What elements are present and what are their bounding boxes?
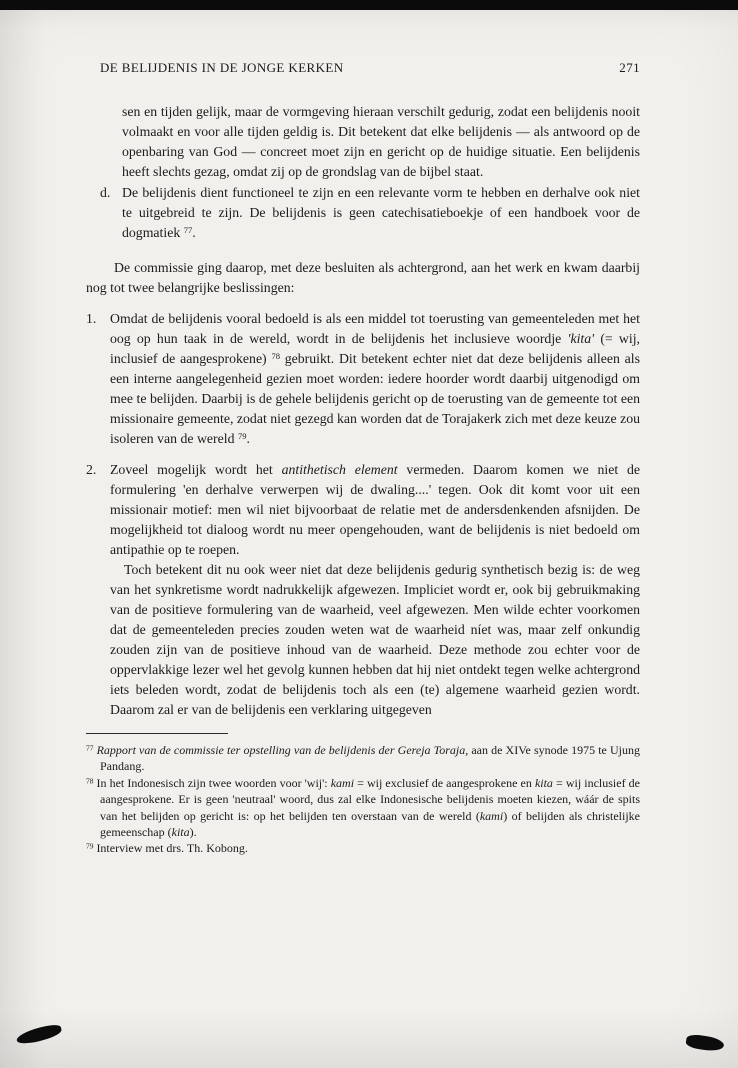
text-run: kami bbox=[330, 775, 355, 790]
footnote bbox=[86, 840, 640, 856]
list-item bbox=[86, 183, 640, 243]
paragraph bbox=[86, 258, 640, 298]
text-run: vermeden. Daarom komen we niet de formulering 'en derhalve verwerpen wij de dwaling....' tegen. Ook dit komt voor uit een missionair motief: men wil niet bijvoorbaat de relatie met de andersdenkenden afsnijden. De mogelijkheid tot dialoog wordt nu meer opengehouden, want de belijdenis is niet bedoeld om antipathie op te roepen. bbox=[110, 462, 640, 557]
running-header bbox=[86, 60, 640, 76]
list-item bbox=[86, 460, 640, 560]
text-run: In het Indonesisch zijn twee woorden voor 'wij': bbox=[93, 775, 331, 790]
text-run: = wij exclusief de aangesprokene en bbox=[354, 775, 535, 790]
text-run: . bbox=[246, 431, 250, 446]
text-run: De belijdenis dient functioneel te zijn en een relevante vorm te hebben en derhalve ook niet te uitgebreid te zijn. De belijdenis is geen catechisatieboekje of een handboek voor de dogmatiek bbox=[122, 185, 640, 240]
text-run: kami bbox=[479, 808, 504, 823]
text-run: (= wij, inclusief de aangesprokene) bbox=[110, 331, 640, 366]
body-text bbox=[86, 102, 640, 720]
text-run: = wij inclusief de aangesprokene. Er is geen 'neutraal' woord, dus zal elke Indonesische belijdenis moeten kiezen, wáár de spits van het belijden op gericht is: op het belijden ten overstaan van de wereld ( bbox=[100, 775, 640, 823]
text-run: Toch betekent dit nu ook weer niet dat deze belijdenis gedurig synthetisch bezig is: de weg van het synkretisme wordt nadrukkelijk afgewezen. Impliciet wordt er, ook bij gebruikmaking van de positieve formulering van de waarheid, veel afgewezen. Men wilde echter voorkomen dat de gemeenteleden precies zouden weten wat de waarheid níet was, maar zelf onkundig zouden zijn van de positieve inhoud van de waarheid. Deze methode zou echter voor de oppervlakkige lezer wel het gevolg kunnen hebben dat hij niet ontdekt tegen welke achtergrond iets beleden wordt, zodat de belijdenis toch als een (te) algemene waarheid gezien wordt. Daarom zal er van de belijdenis een verklaring uitgegeven bbox=[110, 562, 640, 717]
scan-artifact-top-bar bbox=[0, 0, 738, 10]
text-run: kita bbox=[534, 775, 553, 790]
paragraph bbox=[110, 560, 640, 720]
list-marker: d. bbox=[100, 185, 111, 200]
scan-artifact-bottom-left bbox=[15, 1023, 63, 1047]
list-marker: 1. bbox=[86, 311, 97, 326]
page-content bbox=[86, 60, 640, 857]
scan-artifact-bottom-right bbox=[685, 1033, 725, 1053]
list-item bbox=[86, 309, 640, 449]
page-number: 271 bbox=[619, 60, 640, 75]
paragraph bbox=[122, 102, 640, 182]
text-run: 'kita' bbox=[567, 331, 595, 346]
text-run: Zoveel mogelijk wordt het bbox=[110, 462, 282, 477]
footnote bbox=[86, 775, 640, 841]
text-run: gebruikt. Dit betekent echter niet dat deze belijdenis alleen als een interne aangelegenheid gezien moet worden: iedere hoorder wordt daarbij uitgenodigd om mee te belijden. Daarbij is de gehele belijdenis gericht op de toerusting van de gemeente tot een missionaire gemeente, zodat niet gezegd kan worden dat de Torajakerk zich met deze keuze zou isoleren van de wereld bbox=[110, 351, 640, 446]
text-run: antithetisch element bbox=[281, 462, 398, 477]
footnote-list bbox=[86, 742, 640, 857]
text-run: ) of belijden als christelijke gemeenschap ( bbox=[100, 808, 640, 840]
text-run: Interview met drs. Th. Kobong. bbox=[93, 841, 248, 856]
footnotes-section bbox=[86, 733, 640, 857]
text-run: De commissie ging daarop, met deze besluiten als achtergrond, aan het werk en kwam daarbij nog tot twee belangrijke beslissingen: bbox=[86, 260, 640, 295]
footnote-ref: 79 bbox=[237, 431, 247, 442]
text-run: aan de XIVe synode 1975 te Ujung Pandang. bbox=[100, 743, 640, 774]
footnote-ref: 78 bbox=[86, 776, 94, 786]
footnote-ref: 79 bbox=[86, 842, 94, 852]
text-run: . bbox=[192, 225, 196, 240]
text-run: Omdat de belijdenis vooral bedoeld is als een middel tot toerusting van gemeenteleden met het oog op hun taak in de wereld, wordt in de belijdenis het inclusieve woordje bbox=[110, 311, 640, 346]
list-marker: 2. bbox=[86, 462, 97, 477]
text-run: kita bbox=[171, 825, 190, 840]
text-run: Rapport van de commissie ter opstelling van de belijdenis der Gereja Toraja, bbox=[96, 743, 469, 757]
running-header-title: DE BELIJDENIS IN DE JONGE KERKEN bbox=[100, 60, 344, 75]
footnote-ref: 77 bbox=[183, 225, 193, 236]
text-run: sen en tijden gelijk, maar de vormgeving hieraan verschilt gedurig, zodat een belijdenis nooit volmaakt en voor alle tijden geldig is. Dit betekent dat elke belijdenis — als antwoord op de openbaring van God — concreet moet zijn en gericht op de huidige situatie. Een belijdenis heeft slechts gezag, omdat zij op de grondslag van de bijbel staat. bbox=[122, 104, 640, 179]
footnote-ref: 78 bbox=[271, 351, 280, 362]
footnote bbox=[86, 742, 640, 775]
text-run: ). bbox=[189, 825, 197, 840]
footnote-ref: 77 bbox=[86, 743, 94, 753]
footnote-separator-rule bbox=[86, 733, 228, 734]
